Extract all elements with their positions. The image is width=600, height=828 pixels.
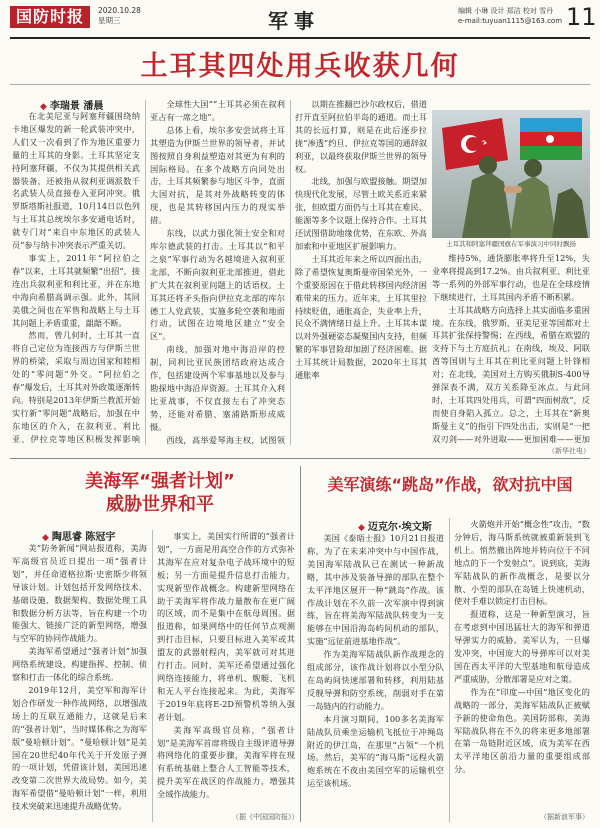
section-title: 军事 bbox=[268, 9, 320, 33]
paragraph: 土耳其战略方向选择上其实面临多重困境。在东线，俄罗斯、亚美尼亚等国都对土耳其扩张保持警惕；在西线，希腊在欧盟的支持下与土方庭抗礼；在南线，埃及、阿联酋等国则与土耳其在利比亚问题上针锋相对；在北线，美国对土方购买俄制S-400导弹深表不满，双方关系降至冰点。与此同时，土耳其四处用兵，可谓“四面树敌”，反而使自身陷入孤立。总之，土耳其在“新奥斯曼主义”的指引下四处出击，实则是“一把双刃剑——对外进取——更加困难——更加 bbox=[432, 304, 590, 444]
paragraph: 事实上，2011年“阿拉伯之春”以来，土耳其就频繁“出招”，接连出兵叙利亚和利比亚，并在东地中海向希腊高调示强。此外，其同美俄之间也在军售和战略上与土耳其问题上矛盾重重，龃龉不断。 bbox=[12, 252, 140, 328]
paragraph: 报道称，这是一种新型演习，旨在考虑到中国迅猛壮大的海军和弹道导弹实力的威胁。美军认为，一旦爆发冲突，中国庞大的导弹库可以对美国在西太平洋的大型基地和航母造成严重威胁，分散部署是应对之策。 bbox=[454, 609, 590, 684]
article1-column-4 bbox=[432, 252, 590, 445]
paragraph: 西线，高举爱琴海主权，试图领 bbox=[166, 434, 285, 445]
paragraph: 全球性大国”“土耳其必须在叙利亚占有一席之地”。 bbox=[150, 99, 285, 122]
article2-headline-line1: 美海军“强者计划” bbox=[85, 471, 235, 492]
byline-marker-icon: ◆ bbox=[42, 533, 49, 543]
section-divider bbox=[10, 458, 590, 459]
article3-byline bbox=[358, 518, 432, 533]
article2-source: （据《中国国防报》） bbox=[232, 813, 299, 821]
article1-column-2 bbox=[150, 98, 285, 445]
byline-marker-icon: ◆ bbox=[358, 523, 365, 533]
paragraph: 美国《泰晤士报》10月21日报道称，为了在未来冲突中与中国作战，美国海军陆战队已在测试一种新战略，其中涉及装备导弹的部队在整个太平洋地区展开一种“跳岛”作战。该作战计划在不久前一次军演中得到演练，旨在将美海军陆战队转变为一支能够在中国沿海岛屿间机动的部队，实施“远征前进基地作战”。 bbox=[307, 533, 444, 647]
article2-column-2 bbox=[157, 530, 295, 808]
paragraph: 本月演习期间，100多名美海军陆战队员乘坐运输机飞抵位于冲绳岛附近的伊江岛，在那里“占领”一个机场。然后，美军的“海马斯”远程火箭炮系统在不夜由美国空军的运输机空运至该机场。 bbox=[307, 713, 444, 789]
article3-author: 迈克尔·埃文斯 bbox=[367, 522, 432, 533]
photo-caption: 土耳其和阿塞拜疆国旗在军事演习中同时飘扬 bbox=[446, 240, 576, 248]
column-divider bbox=[145, 100, 146, 445]
paragraph: 土耳其近年来之所以四面出击，除了希望恢复奥斯曼帝国荣光外，一个重要原因在于借此转移国内经济困难带来的压力。近年来，土耳其里拉持续贬值，通胀高企，失业率上升，民众不满情绪日益上升。土耳其本谋以对外强硬姿态凝聚国内支持，但频繁的军事冒险却加剧了经济困难。据土耳其统计局数据，2020年土耳其通胀率 bbox=[295, 253, 427, 381]
byline-marker-icon: ◆ bbox=[40, 102, 47, 112]
editor-credits bbox=[458, 6, 562, 26]
masthead-rule bbox=[10, 37, 590, 39]
column-divider bbox=[449, 518, 450, 822]
soldiers-flags-photo bbox=[432, 110, 590, 238]
headline-rule bbox=[10, 84, 590, 85]
paragraph: 美海军希望通过“强者计划”加强网络系统建设，构建指挥、控制、侦察和打击一体化的综合系统。 bbox=[12, 646, 147, 683]
article-divider bbox=[300, 466, 301, 822]
article2-byline bbox=[42, 528, 115, 543]
paragraph: 作为美海军陆战队新作战理念的组成部分，该作战计划将以小型分队在岛屿间快速部署和转移，利用陆基反舰导弹和防空系统，削弱对手在第一岛链内的行动能力。 bbox=[307, 649, 444, 711]
article1-column-3 bbox=[295, 98, 427, 445]
paragraph: 以期在推翻巴沙尔政权后，借道打开直至阿拉伯半岛的通道。而土耳其的长远打算，则是在此后逐步拉拢“渗透”约旦、伊拉克等国的通辞叙利亚，以最终获取伊斯兰世界的领导权。 bbox=[295, 99, 427, 174]
paragraph: 美海军高级官员称，“强者计划”是美海军首席将级自主级评道导弹将网络化的重要步骤，美海军将在现有系统基础上整合人工智能等技术，提升美军在战区的作战能力，增强其全域作战能力。 bbox=[157, 724, 295, 800]
column-divider bbox=[290, 100, 291, 445]
issue-weekday: 星期三 bbox=[98, 16, 121, 25]
paragraph: 2019年12月，美空军和海军计划合作研发一种作战网络，以增强战场上的互联互通能力，这就是后来的“强者计划”，当时媒体称之为海军版“曼哈顿计划”。“曼哈顿计划”是美国在20世纪40年代关于开发原子弹的一项计划，凭借该计划，美国迅速改变第二次世界大战局势。如今，美海军希望借“曼哈顿计划”一样，利用技术突破来迅速提升战略优势。 bbox=[12, 684, 147, 812]
paragraph: 东线，以武力强化领土安全和对库尔德武装的打击。土耳其以“和平之泉”军事行动为名越境进入叙利亚北部，不断向叙利亚北部推进，借此扩大其在叙利亚问题上的话语权。土耳其还将矛头指向伊拉克北部的库尔德工人党武装，实施多轮空袭和地面行动，试图在边境地区建立“安全区”。 bbox=[150, 228, 285, 342]
paragraph: 北线，加强与欧盟接触。期望加快现代化发展，尽管土欧关系近来紧张，但欧盟方面仍与土耳其在难民、能源等多个议题上保持合作。土耳其还试图借助地缘优势，在东欧、外高加索和中亚地区扩展影响力。 bbox=[295, 176, 427, 251]
paragraph: 作为在“印度—中国”地区变化的战略的一部分，美海军陆战队正被赋予新的使命角色。美国防部称，美海军陆战队将在不久的将来更多地部署在第一岛链附近区域，成为美军在西太平洋地区前沿力量的重要组成部分。 bbox=[454, 686, 590, 775]
paragraph: 维持5%，通货膨胀率将升至12%，失业率将提高到17.2%。由兵叙利亚、利比亚等一系列的外部军事行动，也是在全球疫情下继续进行，土耳其国内矛盾不断积累。 bbox=[432, 253, 590, 302]
paragraph: 南线，加强对地中海沿岸的控制，同利比亚民族团结政府达成合作，包括建设两个军事基地以及参与勘探地中海沿岸资源。土耳其介入利比亚战事，不仅直接左右了冲突态势，还能对希腊、塞浦路斯形成威慑。 bbox=[150, 344, 285, 432]
article1-source: （新华社电） bbox=[548, 447, 590, 455]
paragraph: 美“防务新闻”网站报道称，美海军高级官员近日提出一项“强者计划”，并任命道格拉斯·史密斯少将领导该计划。计划包括开发网络技术、基础设施、数据架构、数据处理工具和数据分析方法等，旨在构建一个功能强大、链接广泛的新型网络，增强与空军的协同作战能力。 bbox=[12, 543, 147, 644]
editors-line: 编辑 小琳 设计 郑洁 校对 雪丹 bbox=[458, 7, 554, 15]
page-number: 11 bbox=[566, 3, 597, 31]
paragraph: 然而，曾几何时，土耳其一直将自己定位为连接西方与伊斯兰世界的桥梁，采取与周边国家和睦相处的“零问题”外交。“阿拉伯之春”爆发后，土耳其对外政策逐渐转向。特别是2013年伊斯兰教派开始实行新“零问题”战略后，加强在中东地区的介入，在叙利亚、利比亚、伊拉克等地区积极发挥影响 bbox=[12, 330, 140, 444]
article2-author: 陶思睿 陈冠宇 bbox=[51, 532, 116, 543]
article3-column-2 bbox=[454, 518, 590, 808]
paragraph: 事实上，美国实行所谓的“强者计划”，一方面是用高空合作的方式弥补其海军在应对复杂电子战环境中的短板；另一方面是提升信息打击能力，实现新型作战概念。构建新型网络在助于美海军将作战力量散布在更广阔的区域，而不是集中在航母周围。据报道称，如果网络中的任何节点观测到打击目标，只要目标进入美军或其盟友的武器射程内，美军就可对其进行打击。同时，美军还希望通过强化网络连接能力，将单机、舰艇、飞机和无人平台连接起来。为此，美海军于2019年底将E-2D预警机等纳入强者计划。 bbox=[157, 531, 295, 722]
article3-headline: 美军演练“跳岛”作战，欲对抗中国 bbox=[327, 475, 573, 494]
masthead bbox=[0, 0, 600, 38]
article2-headline-line2: 威胁世界和平 bbox=[106, 494, 214, 515]
email-line: e-mail:tuyuan1115@163.com bbox=[458, 17, 563, 25]
paragraph: 总体上看，埃尔多安尝试将土耳其塑造为伊斯兰世界的领导者，并试图按照自身利益塑造对其更为有利的国际格局。在多个战略方向同处出击，土耳其频繁参与地区斗争，直面大国对抗，是其对外战略转变的体现，也是其转移国内压力的现实举措。 bbox=[150, 124, 285, 226]
article1-column-1 bbox=[12, 110, 140, 445]
issue-date: 2020.10.28 bbox=[98, 6, 141, 15]
issue-date-block bbox=[98, 6, 141, 26]
column-divider bbox=[152, 530, 153, 822]
article2-column-1 bbox=[12, 542, 147, 822]
photo-illustration-icon bbox=[432, 110, 590, 238]
newspaper-logo: 国防时报 bbox=[10, 6, 90, 28]
paragraph: 火箭炮并开始“概念性”攻击，“数分钟后，海马斯系统就被重新装到飞机上。悄然撤出阵地并转向位于不同地点的下一个发射点”。说到底，美海军陆战队的新作战概念，是要以分散、小型的部队在岛链上快速机动，使对手难以锁定打击目标。 bbox=[454, 519, 590, 607]
article1-headline: 土耳其四处用兵收获几何 bbox=[140, 51, 460, 82]
article1-author: 李瑞景 潘晨 bbox=[49, 101, 104, 112]
article3-column-1 bbox=[307, 532, 444, 822]
paragraph: 在北美尼亚与阿塞拜疆围绕纳卡地区爆发的新一轮武装冲突中，人们又一次看到了作为地区重要力量的土耳其的身影。土耳其坚定支持阿塞拜疆，不仅为其提供相关武器装备，还被指从叙利亚调派数千名武装人员直接卷入亚阿冲突。俄罗斯塔斯社报道，10月14日以色列与土耳其总统埃尔多安通电话时，就专门对“来自中东地区的武装人员”参与纳卡冲突表示严重关切。 bbox=[12, 111, 140, 251]
article2-headline bbox=[20, 470, 300, 516]
article3-source: （据新浪军事） bbox=[540, 813, 589, 821]
